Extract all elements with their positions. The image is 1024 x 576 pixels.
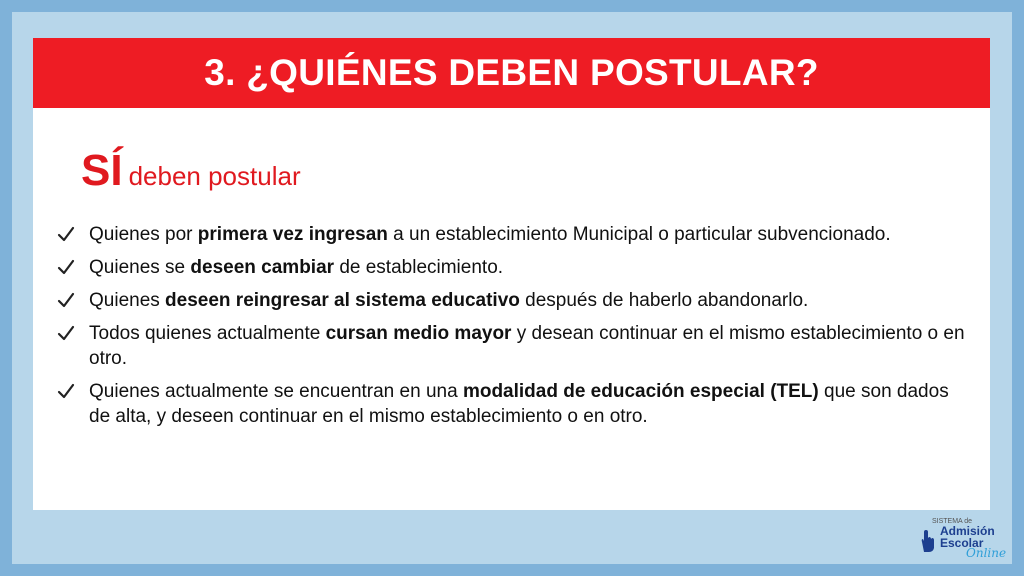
item-text: Quienes por (89, 224, 198, 245)
checkmark-icon (55, 222, 77, 247)
logo-line-3: Online (966, 546, 1007, 560)
item-text-bold: deseen cambiar (190, 257, 335, 278)
item-text: que son dados de alta, y deseen continuar en el mismo establecimiento o en otro. (89, 381, 949, 427)
item-text-bold: modalidad de educación especial (TEL) (462, 381, 819, 402)
subheading-text: deben postular (128, 161, 301, 191)
title-bar (33, 38, 990, 108)
bullet-list (55, 222, 975, 437)
checkmark-icon (55, 379, 77, 404)
item-text: Quienes (89, 290, 166, 311)
checkmark-icon (55, 288, 77, 313)
item-text: a un establecimiento Municipal o particular subvencionado. (387, 224, 891, 245)
list-item (55, 321, 975, 371)
list-item (55, 379, 975, 429)
slide-title: 3. ¿QUIÉNES DEBEN POSTULAR? (204, 52, 819, 93)
checkmark-icon (55, 321, 77, 346)
subheading (81, 146, 301, 196)
item-text-bold: deseen reingresar al sistema educativo (165, 290, 520, 311)
list-item (55, 255, 975, 280)
item-text: y desean continuar en el mismo establecimiento o en otro. (89, 323, 965, 369)
item-text: Todos quienes actualmente (89, 323, 326, 344)
item-text: Quienes actualmente se encuentran en una (89, 381, 463, 402)
list-item (55, 288, 975, 313)
list-item (55, 222, 975, 247)
item-text: Quienes se (89, 257, 191, 278)
logo-line-2: Escolar (940, 536, 984, 550)
logo-line-1: Admisión (940, 524, 995, 538)
hand-icon (918, 528, 938, 554)
item-text: de establecimiento. (334, 257, 504, 278)
item-text: después de haberlo abandonarlo. (519, 290, 809, 311)
slide-card (33, 38, 990, 510)
checkmark-icon (55, 255, 77, 280)
item-text-bold: cursan medio mayor (325, 323, 512, 344)
logo-small-text: SISTEMA de (932, 518, 973, 525)
item-text-bold: primera vez ingresan (197, 224, 388, 245)
subheading-emphasis: SÍ (81, 146, 123, 195)
admision-escolar-logo (918, 518, 1007, 562)
